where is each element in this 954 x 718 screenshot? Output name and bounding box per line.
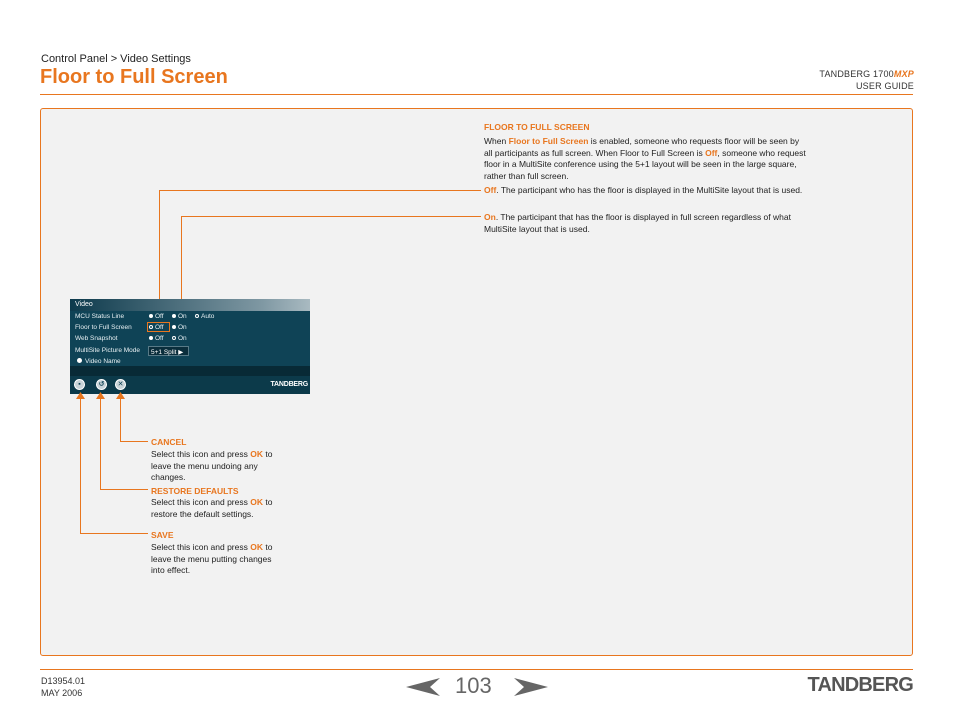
focus-highlight bbox=[147, 322, 170, 332]
menu-row-label: MultiSite Picture Mode bbox=[75, 347, 141, 354]
on-connector-horizontal bbox=[181, 216, 481, 217]
save-icon[interactable]: ▪ bbox=[74, 379, 85, 390]
brand-prefix: TANDBERG 1700 bbox=[819, 69, 894, 79]
radio-icon bbox=[172, 314, 176, 318]
intro-highlight: Floor to Full Screen bbox=[508, 136, 589, 146]
menu-title: Video bbox=[75, 301, 93, 308]
radio-icon bbox=[172, 336, 176, 340]
ok-key: OK bbox=[250, 497, 263, 507]
on-text: . The participant that has the floor is displayed in full screen regardless of what MultiSite layout that is used. bbox=[484, 212, 791, 234]
restore-connector-horizontal bbox=[100, 489, 148, 490]
save-arrow-icon bbox=[76, 392, 85, 399]
radio-selected-icon bbox=[149, 336, 153, 340]
option-off[interactable]: Off bbox=[149, 313, 164, 320]
section-heading: FLOOR TO FULL SCREEN bbox=[484, 122, 590, 132]
menu-row-label: Floor to Full Screen bbox=[75, 324, 132, 331]
option-off[interactable]: Off bbox=[149, 335, 164, 342]
menu-row-web-snapshot[interactable] bbox=[70, 333, 310, 344]
intro-text-3: , someone who request floor in a MultiSite conference using the 5+1 layout will be seen in the large square, rather than full screen. bbox=[484, 147, 806, 181]
menu-row-label: Video Name bbox=[77, 358, 121, 365]
previous-page-icon[interactable] bbox=[406, 678, 440, 696]
video-menu-screenshot bbox=[70, 299, 310, 394]
intro-text-1: When bbox=[484, 136, 509, 146]
option-auto[interactable]: Auto bbox=[195, 313, 214, 320]
header-brand bbox=[819, 68, 914, 92]
restore-arrow-icon bbox=[96, 392, 105, 399]
save-connector-vertical bbox=[80, 396, 81, 534]
picture-mode-value: 5+1 Split ▶ bbox=[151, 349, 184, 356]
footer-divider bbox=[40, 669, 913, 670]
option-on[interactable]: On bbox=[172, 324, 187, 331]
option-on[interactable]: On bbox=[172, 313, 187, 320]
ok-key: OK bbox=[250, 449, 263, 459]
restore-defaults-heading: RESTORE DEFAULTS bbox=[151, 486, 239, 496]
off-connector-vertical bbox=[159, 190, 160, 314]
restore-defaults-icon[interactable]: ↺ bbox=[96, 379, 107, 390]
radio-icon bbox=[195, 314, 199, 318]
page-number: 103 bbox=[455, 673, 492, 698]
restore-defaults-description: Select this icon and press OK to restore the default settings. bbox=[151, 497, 273, 519]
cancel-arrow-icon bbox=[116, 392, 125, 399]
next-page-icon[interactable] bbox=[514, 678, 548, 696]
save-description: Select this icon and press OK to leave the menu putting changes into effect. bbox=[151, 542, 273, 576]
cancel-connector-vertical bbox=[120, 396, 121, 442]
menu-row-label: MCU Status Line bbox=[75, 313, 125, 320]
off-label: Off bbox=[484, 185, 497, 195]
option-on[interactable]: On bbox=[172, 335, 187, 342]
on-description bbox=[484, 212, 809, 235]
menu-separator bbox=[70, 366, 310, 376]
cancel-heading: CANCEL bbox=[151, 437, 187, 447]
radio-selected-icon bbox=[149, 314, 153, 318]
brand-suffix: MXP bbox=[893, 69, 914, 79]
save-connector-horizontal bbox=[80, 533, 148, 534]
menu-titlebar bbox=[70, 299, 310, 311]
breadcrumb[interactable]: Control Panel > Video Settings bbox=[41, 53, 191, 65]
menu-row-floor-to-full-screen[interactable] bbox=[70, 322, 310, 333]
footer-brand-logo: TANDBERG bbox=[807, 674, 913, 696]
off-description bbox=[484, 185, 809, 197]
section-intro bbox=[484, 136, 809, 182]
user-guide-label: USER GUIDE bbox=[855, 81, 914, 91]
ok-key: OK bbox=[250, 542, 263, 552]
picture-mode-select[interactable] bbox=[148, 346, 189, 356]
submenu-icon bbox=[77, 358, 82, 363]
restore-connector-vertical bbox=[100, 396, 101, 490]
radio-selected-icon bbox=[172, 325, 176, 329]
menu-row-label: Web Snapshot bbox=[75, 335, 118, 342]
save-heading: SAVE bbox=[151, 530, 174, 540]
on-label: On bbox=[484, 212, 496, 222]
off-text: . The participant who has the floor is displayed in the MultiSite layout that is used. bbox=[496, 185, 803, 195]
page-title: Floor to Full Screen bbox=[40, 66, 228, 88]
intro-off: Off bbox=[705, 147, 718, 158]
off-connector-horizontal bbox=[159, 190, 481, 191]
menu-row-mcu-status-line[interactable] bbox=[70, 311, 310, 322]
option-off[interactable]: Off bbox=[149, 324, 164, 331]
cancel-icon[interactable]: ✕ bbox=[115, 379, 126, 390]
menu-row-multisite-picture-mode[interactable] bbox=[70, 345, 310, 356]
cancel-connector-horizontal bbox=[120, 441, 148, 442]
document-date: MAY 2006 bbox=[41, 688, 83, 698]
intro-text-2: is enabled, someone who requests floor will be seen by all participants as full screen. When Floor to Full Screen is bbox=[484, 136, 800, 158]
cancel-description: Select this icon and press OK to leave the menu undoing any changes. bbox=[151, 449, 273, 483]
menu-brand-logo: TANDBERG bbox=[270, 381, 308, 388]
header-divider bbox=[40, 94, 913, 95]
document-number: D13954.01 bbox=[41, 676, 86, 686]
